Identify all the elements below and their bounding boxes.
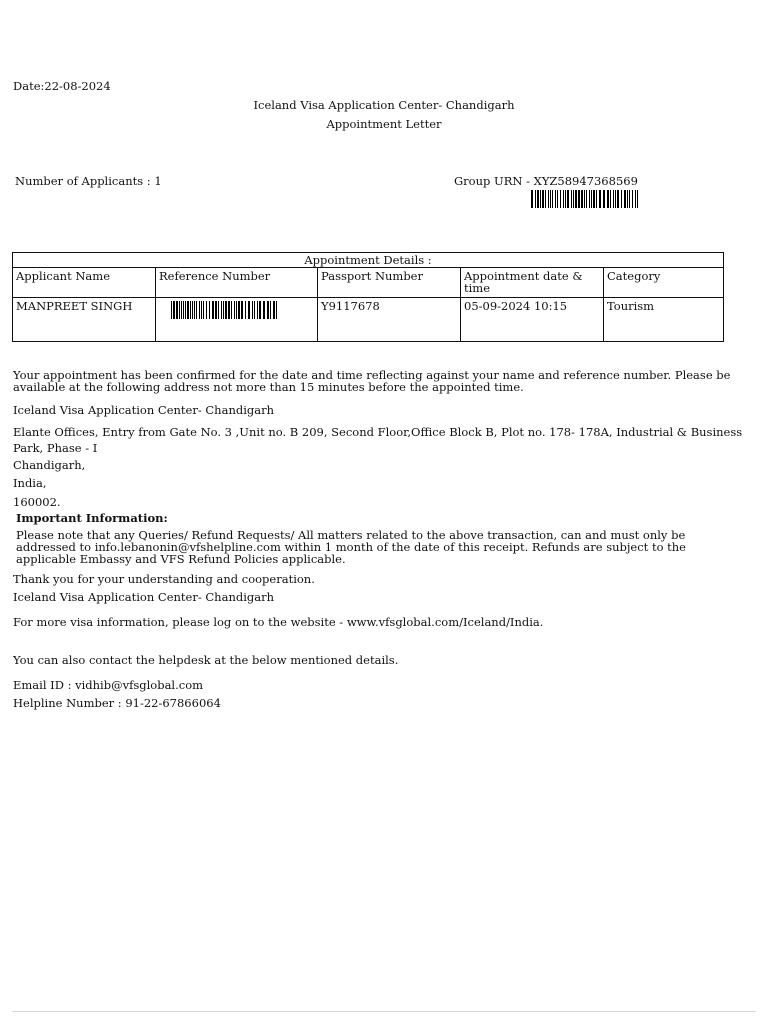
letter-title: Appointment Letter: [326, 117, 442, 131]
cell-applicant-name: MANPREET SINGH: [13, 298, 156, 342]
signoff-text: Iceland Visa Application Center- Chandigarh: [13, 590, 275, 604]
column-header-reference-number: Reference Number: [156, 268, 318, 298]
address-country: India,: [13, 476, 47, 490]
address-city: Chandigarh,: [13, 458, 86, 472]
table-caption: Appointment Details :: [13, 253, 724, 268]
cell-category: Tourism: [604, 298, 724, 342]
address-name: Iceland Visa Application Center- Chandigarh: [13, 403, 275, 417]
letter-date: Date:22-08-2024: [13, 79, 111, 93]
more-info-text: For more visa information, please log on to the website - www.vfsglobal.com/Iceland/India.: [13, 615, 544, 629]
important-info-heading: Important Information:: [16, 511, 168, 525]
column-header-passport-number: Passport Number: [318, 268, 461, 298]
column-header-category: Category: [604, 268, 724, 298]
column-header-appointment-datetime: Appointment date & time: [461, 268, 604, 298]
contact-email: Email ID : vidhib@vfsglobal.com: [13, 678, 204, 692]
helpline-number: Helpline Number : 91-22-67866064: [13, 696, 221, 710]
address-pincode: 160002.: [13, 495, 61, 509]
page-divider: [12, 1011, 756, 1012]
applicant-count: Number of Applicants : 1: [15, 174, 162, 188]
table-row: [13, 298, 724, 342]
confirmation-paragraph: Your appointment has been confirmed for the date and time reflecting against your name and reference number. Please be available at the following address not more than 15 minutes before the appointed time.: [13, 368, 731, 394]
important-info-text: Please note that any Queries/ Refund Requests/ All matters related to the above transaction, can and must only be addressed to info.lebanonin@vfshelpline.com within 1 month of the date of this receipt. Refunds are subject to the applicable Embassy and VFS Refund Policies applicable.: [16, 528, 686, 566]
appointment-details-table: [12, 252, 724, 342]
group-urn-barcode: [531, 190, 641, 208]
reference-barcode: [171, 301, 279, 319]
cell-passport-number: Y9117678: [318, 298, 461, 342]
helpdesk-text: You can also contact the helpdesk at the below mentioned details.: [13, 653, 399, 667]
table-header-row: [13, 268, 724, 298]
column-header-applicant-name: Applicant Name: [13, 268, 156, 298]
cell-reference-number: [156, 298, 318, 342]
address-line: Elante Offices, Entry from Gate No. 3 ,Unit no. B 209, Second Floor,Office Block B, Plot no. 178- 178A, Industrial & Business Park, Phase - I: [13, 425, 743, 455]
thanks-text: Thank you for your understanding and cooperation.: [13, 572, 315, 586]
group-urn: Group URN - XYZ58947368569: [454, 174, 638, 188]
cell-appointment-datetime: 05-09-2024 10:15: [461, 298, 604, 342]
center-name-heading: Iceland Visa Application Center- Chandigarh: [253, 98, 515, 112]
